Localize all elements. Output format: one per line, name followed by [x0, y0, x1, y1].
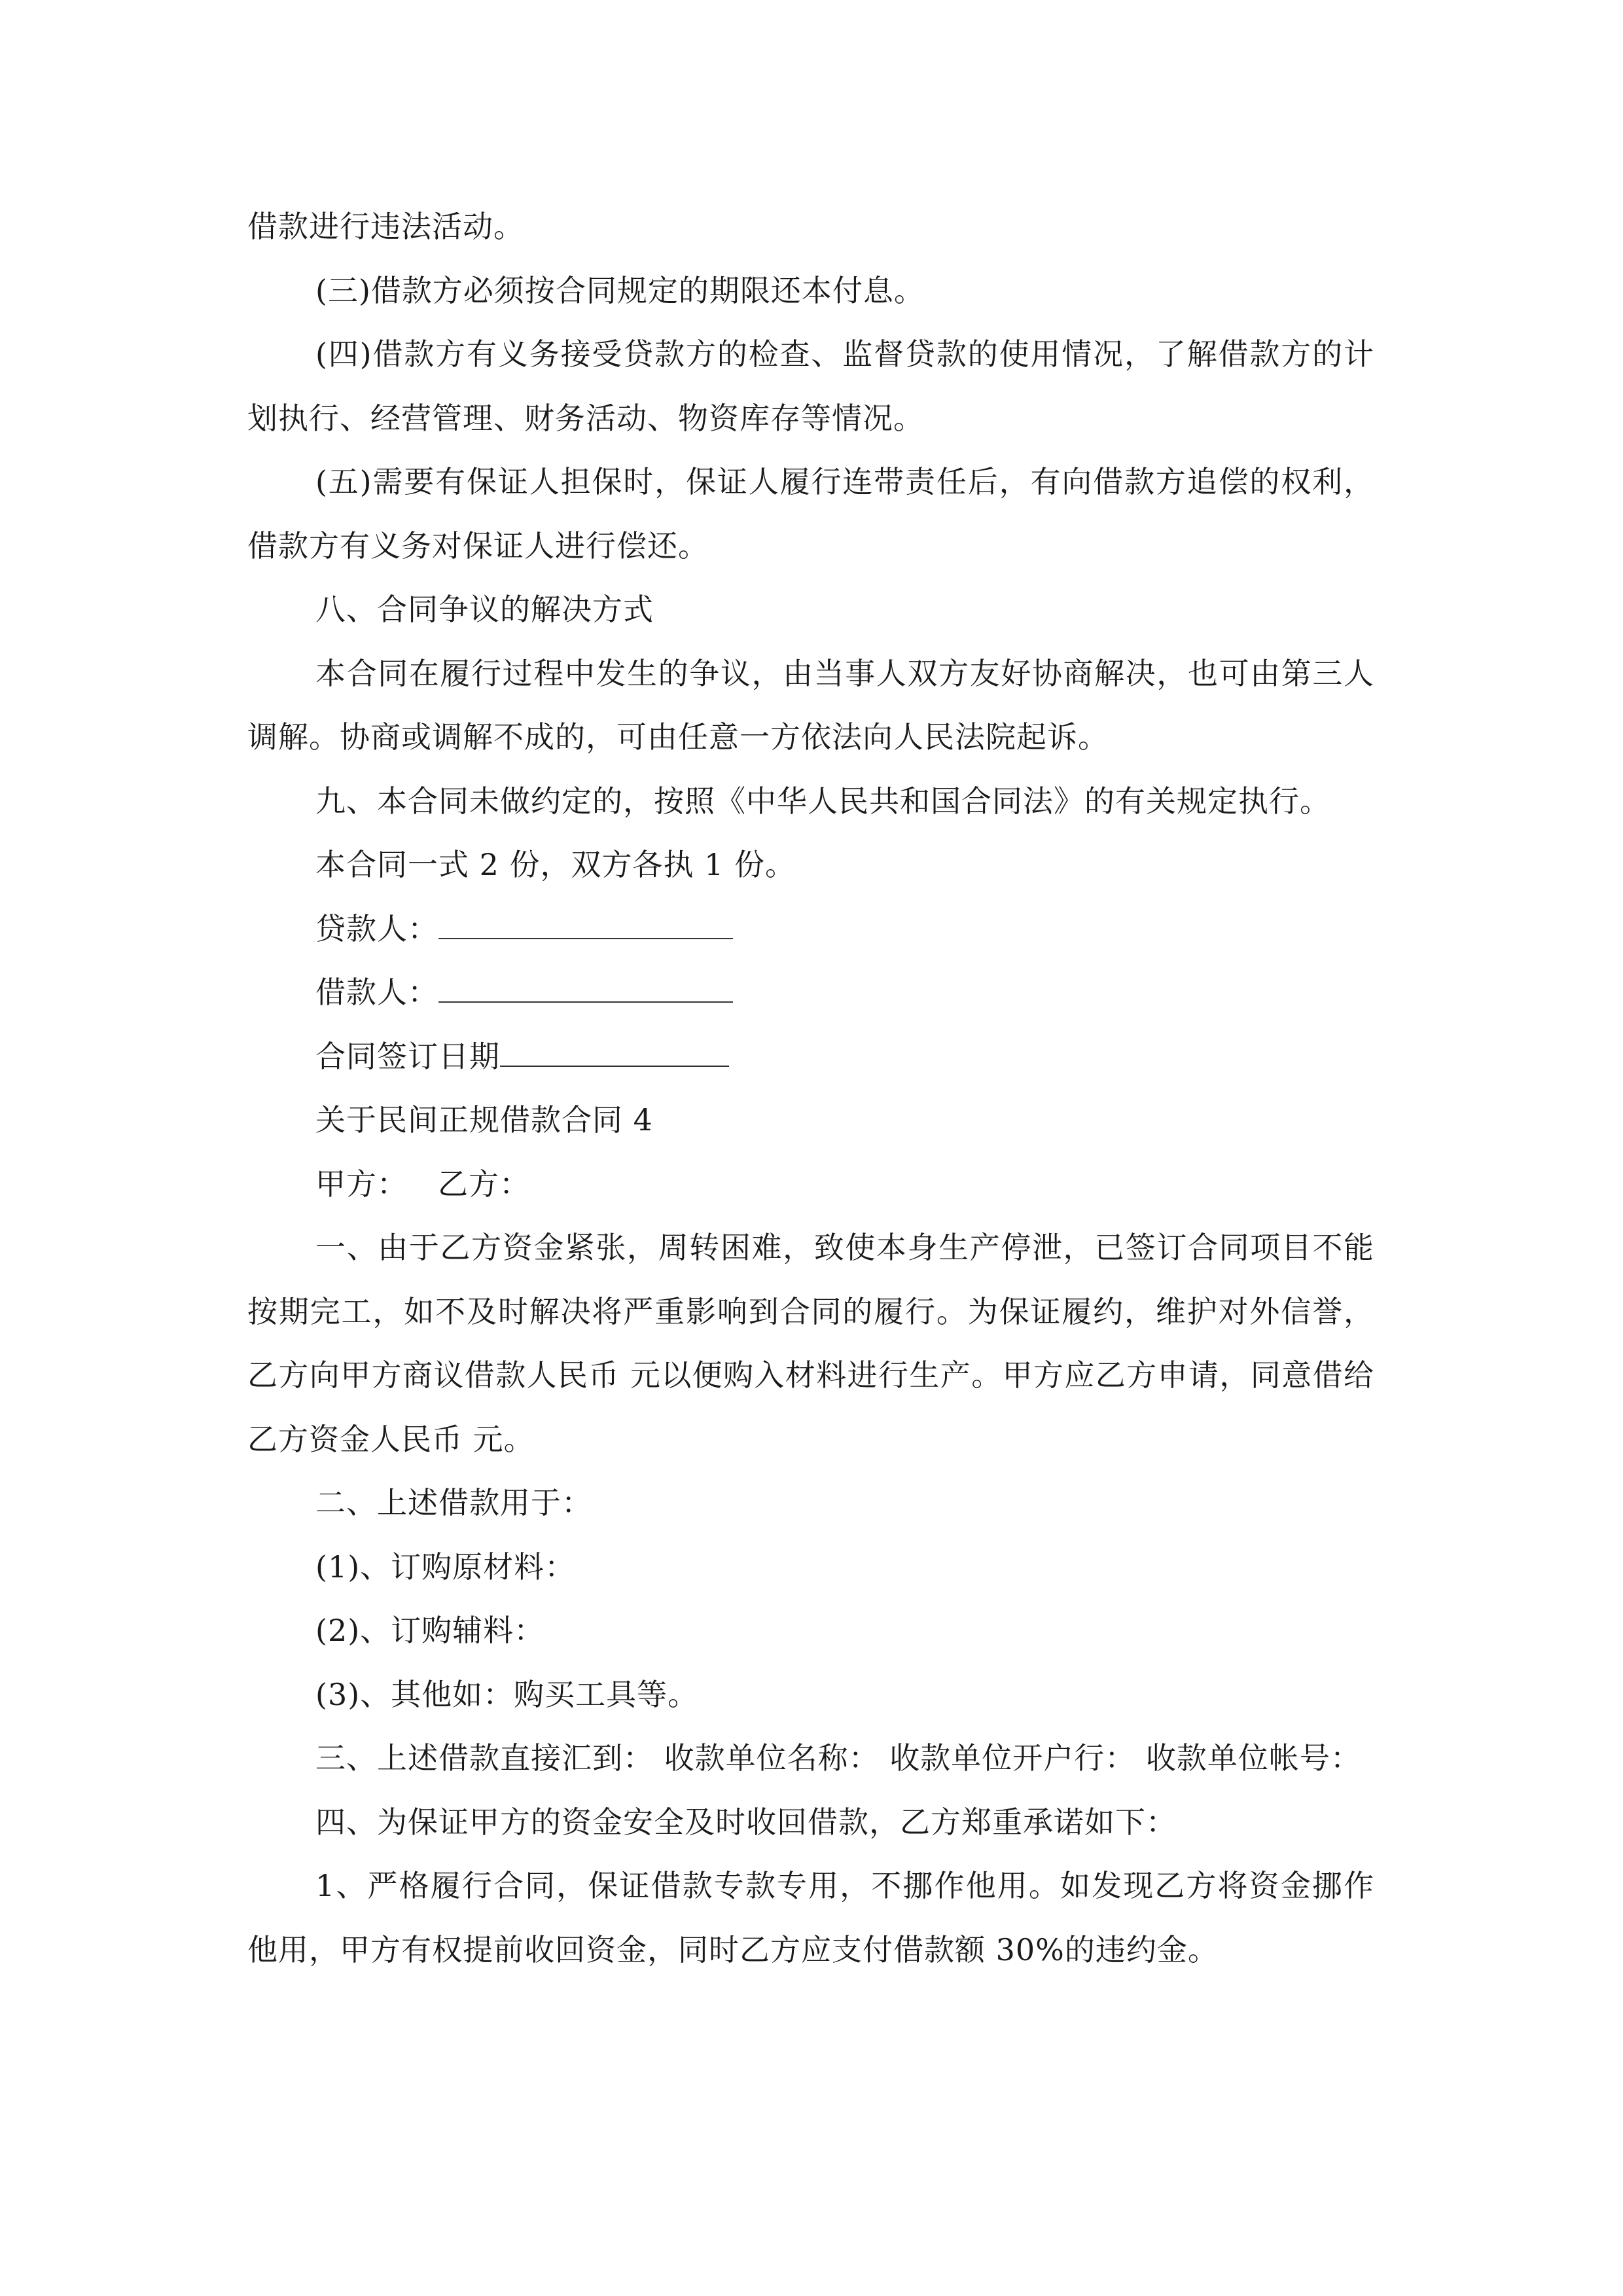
lender-signature-line	[247, 897, 1374, 961]
party-b-label: 乙方：	[438, 1166, 530, 1202]
date-signature-line	[247, 1025, 1374, 1089]
document-body	[247, 195, 1374, 1982]
paragraph-commitment-1: 1、严格履行合同，保证借款专款专用，不挪作他用。如发现乙方将资金挪作他用，甲方有权提前收回资金，同时乙方应支付借款额 30%的违约金。	[247, 1868, 1374, 1967]
paragraph-copies: 本合同一式 2 份，双方各执 1 份。	[315, 847, 796, 882]
party-a-label: 甲方：	[315, 1166, 408, 1202]
list-item-other: (3)、其他如：购买工具等。	[315, 1676, 699, 1712]
lender-blank	[438, 912, 733, 939]
paragraph-clause-end: 借款进行违法活动。	[247, 209, 524, 244]
contract-title: 关于民间正规借款合同 4	[315, 1102, 653, 1138]
paragraph-dispute-resolution: 本合同在履行过程中发生的争议，由当事人双方友好协商解决，也可由第三人调解。协商或调解不成的，可由任意一方依法向人民法院起诉。	[247, 655, 1374, 755]
paragraph-commitment-heading: 四、为保证甲方的资金安全及时收回借款，乙方郑重承诺如下：	[315, 1804, 1177, 1840]
paragraph-section-9: 九、本合同未做约定的，按照《中华人民共和国合同法》的有关规定执行。	[315, 783, 1330, 819]
paragraph-remittance: 三、上述借款直接汇到： 收款单位名称： 收款单位开户行： 收款单位帐号：	[315, 1740, 1361, 1776]
list-item-raw-materials: (1)、订购原材料：	[315, 1549, 576, 1585]
date-blank	[500, 1039, 729, 1067]
borrower-label: 借款人：	[315, 975, 438, 1010]
date-label: 合同签订日期	[315, 1038, 500, 1074]
list-item-auxiliary: (2)、订购辅料：	[315, 1613, 545, 1648]
paragraph-loan-usage-heading: 二、上述借款用于：	[315, 1485, 592, 1520]
paragraph-clause-4: (四)借款方有义务接受贷款方的检查、监督贷款的使用情况，了解借款方的计划执行、经营管理、财务活动、物资库存等情况。	[247, 336, 1374, 436]
borrower-blank	[438, 975, 733, 1003]
section-heading-dispute: 八、合同争议的解决方式	[315, 592, 654, 627]
lender-label: 贷款人：	[315, 910, 438, 946]
paragraph-loan-purpose-intro: 一、由于乙方资金紧张，周转困难，致使本身生产停泄，已签订合同项目不能按期完工，如不及时解决将严重影响到合同的履行。为保证履约，维护对外信誉，乙方向甲方商议借款人民币 元以便购入材料进行生产。甲方应乙方申请，同意借给乙方资金人民币 元。	[247, 1230, 1374, 1457]
paragraph-clause-3: (三)借款方必须按合同规定的期限还本付息。	[315, 272, 925, 308]
parties-line	[247, 1153, 1374, 1217]
borrower-signature-line	[247, 961, 1374, 1025]
paragraph-clause-5: (五)需要有保证人担保时，保证人履行连带责任后，有向借款方追偿的权利，借款方有义务对保证人进行偿还。	[247, 464, 1374, 564]
